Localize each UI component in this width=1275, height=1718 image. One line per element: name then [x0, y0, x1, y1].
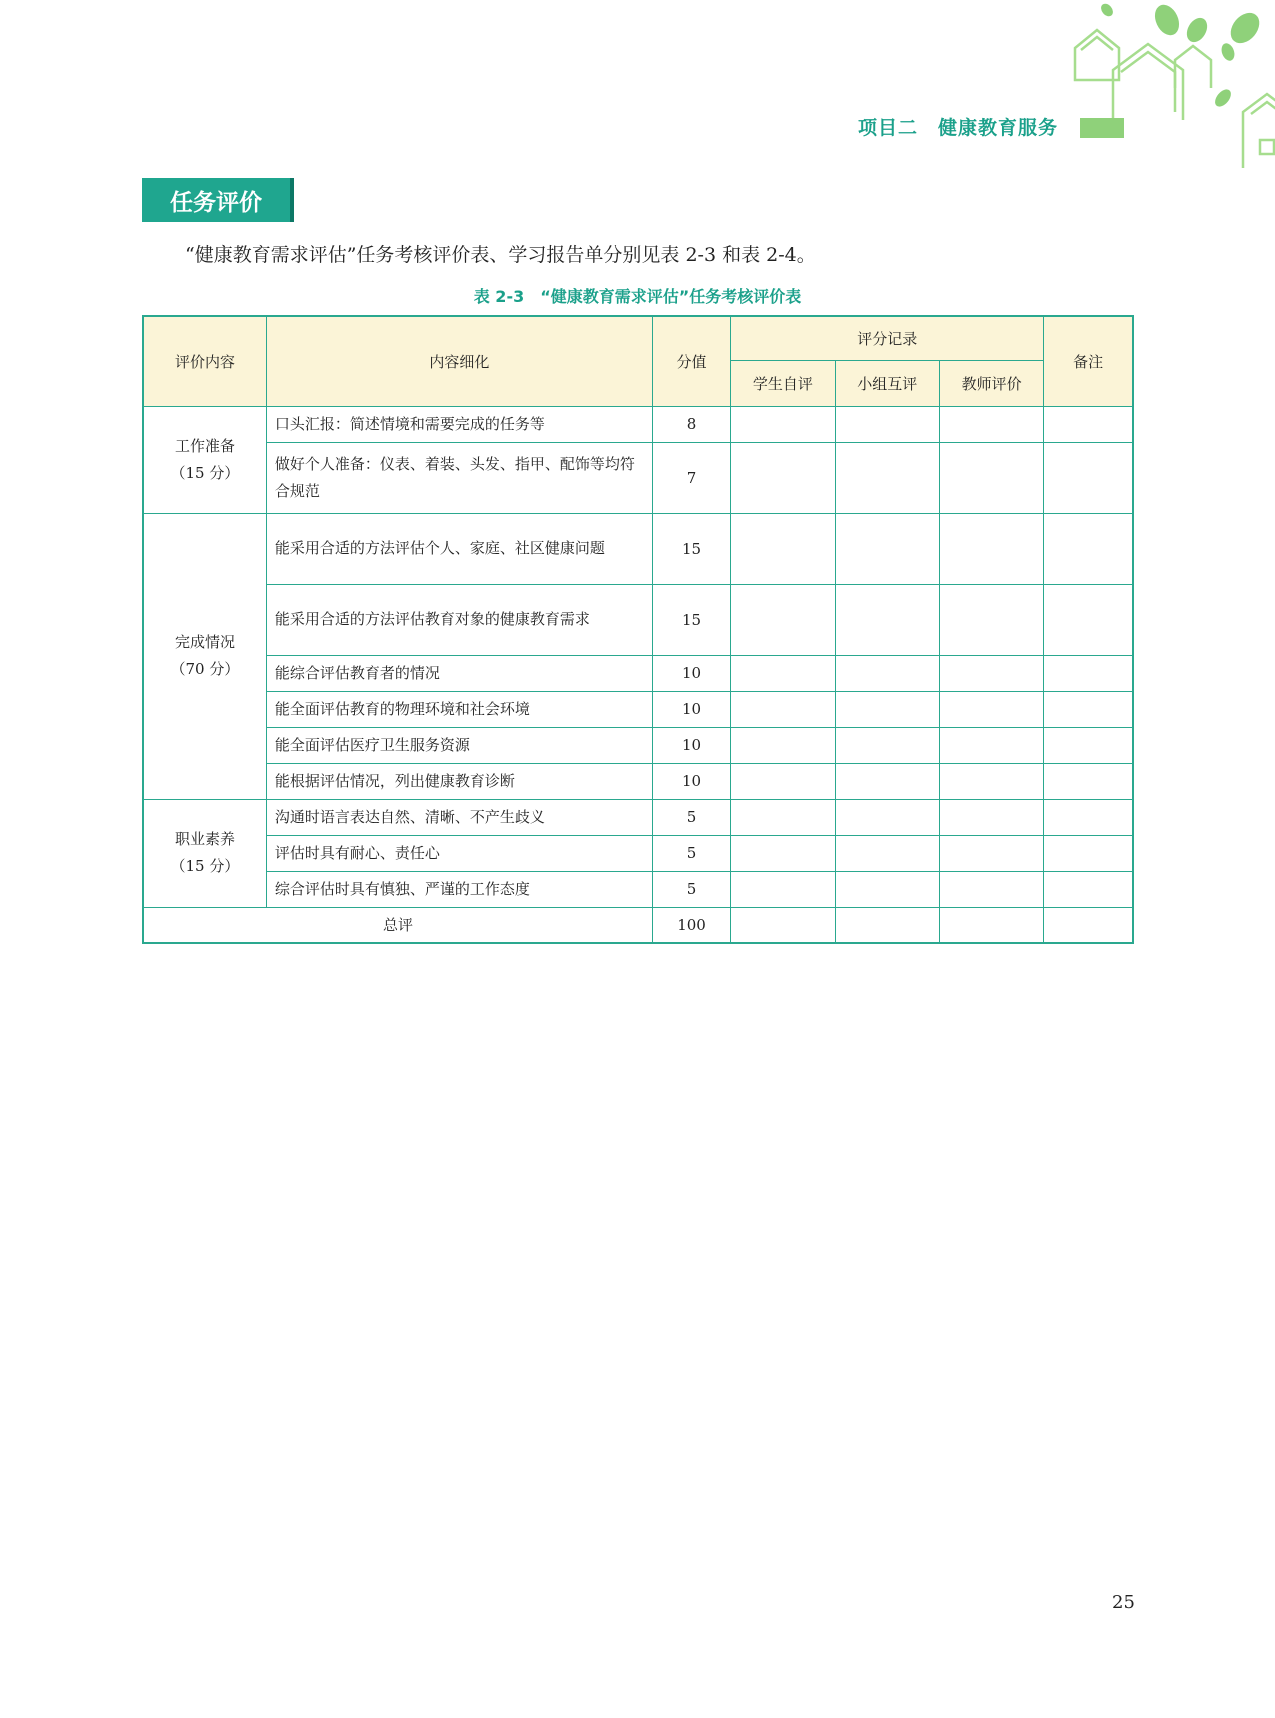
intro-paragraph: “健康教育需求评估”任务考核评价表、学习报告单分别见表 2-3 和表 2-4。 — [185, 244, 816, 266]
detail-cell: 口头汇报：简述情境和需要完成的任务等 — [266, 406, 652, 442]
self-eval-cell[interactable] — [731, 406, 835, 442]
page-number: 25 — [1112, 1592, 1135, 1613]
teacher-eval-cell[interactable] — [939, 799, 1043, 835]
note-cell[interactable] — [1044, 871, 1133, 907]
detail-cell: 能根据评估情况，列出健康教育诊断 — [266, 763, 652, 799]
decorative-houses-leaves-icon — [1045, 0, 1275, 175]
self-eval-cell[interactable] — [731, 727, 835, 763]
category-cell: 工作准备 （15 分） — [143, 406, 266, 513]
self-eval-cell[interactable] — [731, 835, 835, 871]
self-eval-cell[interactable] — [731, 691, 835, 727]
peer-eval-cell[interactable] — [835, 406, 939, 442]
score-cell: 7 — [652, 442, 730, 513]
detail-cell: 能全面评估医疗卫生服务资源 — [266, 727, 652, 763]
score-cell: 8 — [652, 406, 730, 442]
table-row — [143, 584, 1133, 655]
table-row — [143, 655, 1133, 691]
peer-eval-cell[interactable] — [835, 763, 939, 799]
teacher-eval-cell[interactable] — [939, 655, 1043, 691]
table-row — [143, 406, 1133, 442]
peer-eval-cell[interactable] — [835, 727, 939, 763]
table-row — [143, 727, 1133, 763]
score-cell: 15 — [652, 513, 730, 584]
peer-eval-cell[interactable] — [835, 655, 939, 691]
note-cell[interactable] — [1044, 727, 1133, 763]
table-row — [143, 691, 1133, 727]
note-cell[interactable] — [1044, 799, 1133, 835]
note-cell[interactable] — [1044, 442, 1133, 513]
total-label: 总评 — [143, 907, 652, 943]
score-cell: 10 — [652, 691, 730, 727]
self-eval-cell[interactable] — [731, 655, 835, 691]
category-cell: 完成情况 （70 分） — [143, 513, 266, 799]
score-cell: 10 — [652, 763, 730, 799]
section-badge: 任务评价 — [142, 178, 294, 222]
peer-eval-cell[interactable] — [835, 513, 939, 584]
note-cell[interactable] — [1044, 513, 1133, 584]
detail-cell: 做好个人准备：仪表、着装、头发、指甲、配饰等均符合规范 — [266, 442, 652, 513]
score-cell: 5 — [652, 835, 730, 871]
teacher-eval-cell[interactable] — [939, 584, 1043, 655]
self-eval-cell[interactable] — [731, 799, 835, 835]
self-eval-cell[interactable] — [731, 763, 835, 799]
note-cell[interactable] — [1044, 406, 1133, 442]
self-eval-cell[interactable] — [731, 907, 835, 943]
total-row — [143, 907, 1133, 943]
note-cell[interactable] — [1044, 655, 1133, 691]
detail-cell: 能综合评估教育者的情况 — [266, 655, 652, 691]
teacher-eval-cell[interactable] — [939, 442, 1043, 513]
note-cell[interactable] — [1044, 835, 1133, 871]
header-record: 评分记录 — [731, 316, 1044, 360]
score-cell: 5 — [652, 799, 730, 835]
note-cell[interactable] — [1044, 584, 1133, 655]
self-eval-cell[interactable] — [731, 584, 835, 655]
header-teacher: 教师评价 — [939, 360, 1043, 406]
peer-eval-cell[interactable] — [835, 584, 939, 655]
detail-cell: 综合评估时具有慎独、严谨的工作态度 — [266, 871, 652, 907]
peer-eval-cell[interactable] — [835, 691, 939, 727]
table-row — [143, 763, 1133, 799]
teacher-eval-cell[interactable] — [939, 871, 1043, 907]
detail-cell: 能采用合适的方法评估教育对象的健康教育需求 — [266, 584, 652, 655]
detail-cell: 能全面评估教育的物理环境和社会环境 — [266, 691, 652, 727]
peer-eval-cell[interactable] — [835, 871, 939, 907]
peer-eval-cell[interactable] — [835, 442, 939, 513]
score-cell: 10 — [652, 727, 730, 763]
table-caption: 表 2-3 “健康教育需求评估”任务考核评价表 — [473, 287, 802, 306]
teacher-eval-cell[interactable] — [939, 691, 1043, 727]
peer-eval-cell[interactable] — [835, 907, 939, 943]
teacher-eval-cell[interactable] — [939, 406, 1043, 442]
teacher-eval-cell[interactable] — [939, 763, 1043, 799]
detail-cell: 沟通时语言表达自然、清晰、不产生歧义 — [266, 799, 652, 835]
chapter-header-title: 项目二 健康教育服务 — [858, 117, 1059, 139]
teacher-eval-cell[interactable] — [939, 727, 1043, 763]
self-eval-cell[interactable] — [731, 442, 835, 513]
self-eval-cell[interactable] — [731, 871, 835, 907]
score-cell: 5 — [652, 871, 730, 907]
table-row — [143, 442, 1133, 513]
header-peer: 小组互评 — [835, 360, 939, 406]
note-cell[interactable] — [1044, 691, 1133, 727]
category-cell: 职业素养 （15 分） — [143, 799, 266, 907]
header-self: 学生自评 — [731, 360, 835, 406]
score-cell: 10 — [652, 655, 730, 691]
note-cell[interactable] — [1044, 763, 1133, 799]
total-score: 100 — [652, 907, 730, 943]
header-accent-bar — [1080, 118, 1124, 138]
self-eval-cell[interactable] — [731, 513, 835, 584]
detail-cell: 评估时具有耐心、责任心 — [266, 835, 652, 871]
teacher-eval-cell[interactable] — [939, 513, 1043, 584]
header-score: 分值 — [652, 316, 730, 406]
note-cell[interactable] — [1044, 907, 1133, 943]
detail-cell: 能采用合适的方法评估个人、家庭、社区健康问题 — [266, 513, 652, 584]
teacher-eval-cell[interactable] — [939, 835, 1043, 871]
table-row — [143, 871, 1133, 907]
table-row — [143, 835, 1133, 871]
teacher-eval-cell[interactable] — [939, 907, 1043, 943]
table-row — [143, 513, 1133, 584]
header-note: 备注 — [1044, 316, 1133, 406]
peer-eval-cell[interactable] — [835, 799, 939, 835]
score-cell: 15 — [652, 584, 730, 655]
header-content: 评价内容 — [143, 316, 266, 406]
table-row — [143, 799, 1133, 835]
header-detail: 内容细化 — [266, 316, 652, 406]
evaluation-table — [142, 315, 1134, 944]
peer-eval-cell[interactable] — [835, 835, 939, 871]
